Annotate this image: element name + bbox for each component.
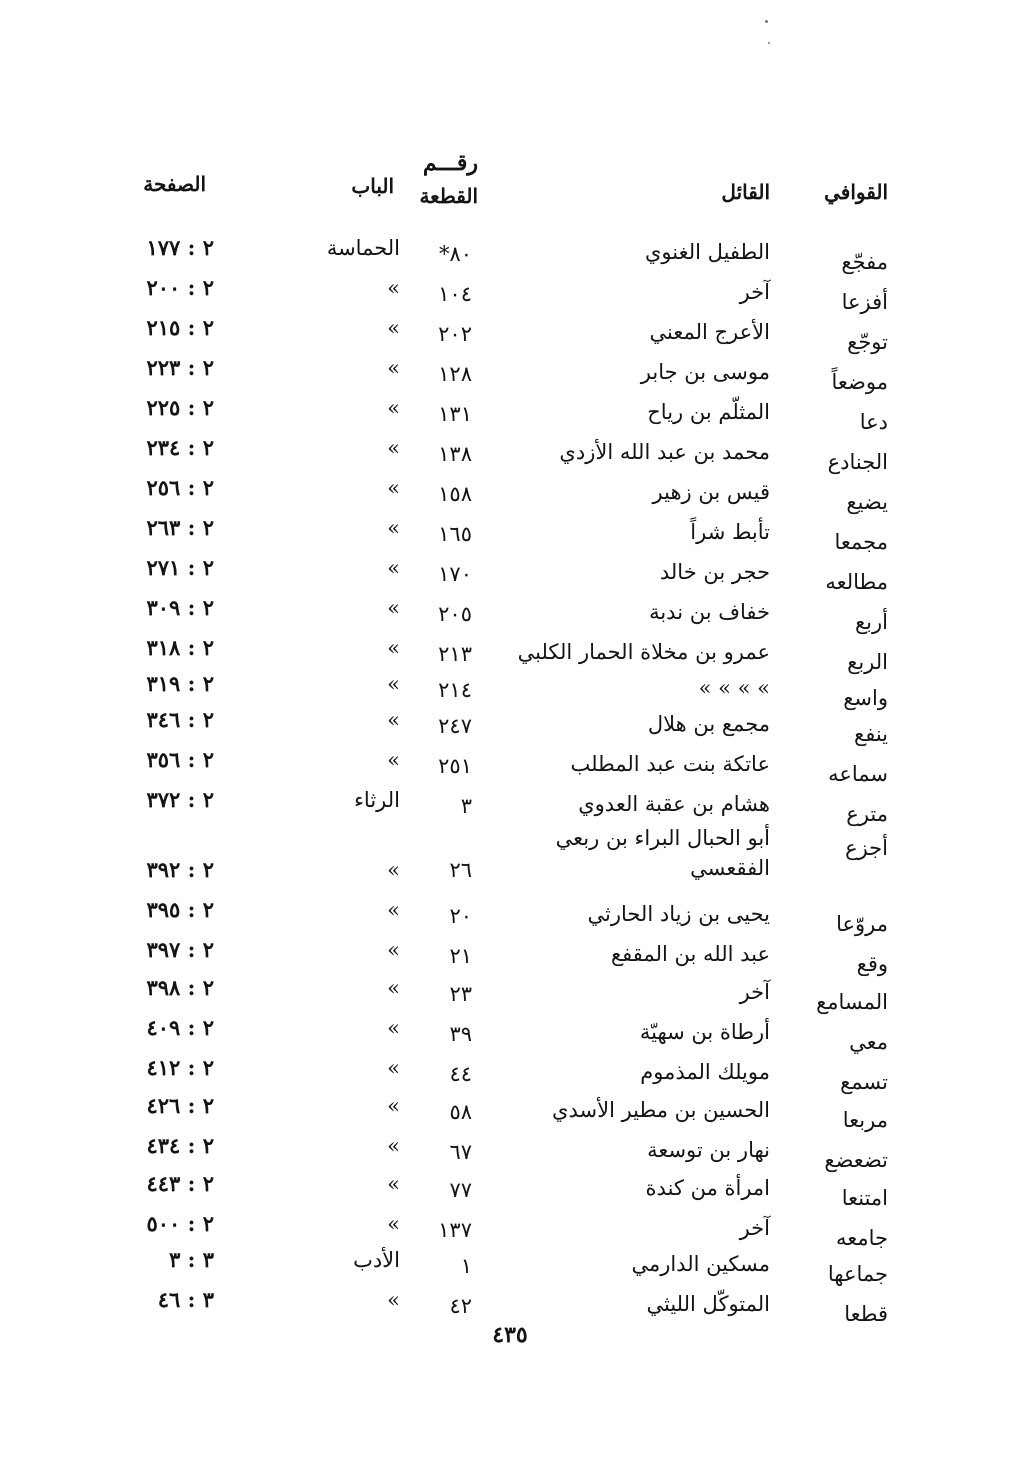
header-piece-number-line1: رقـــم <box>422 150 478 176</box>
page-ref-cell: ٢ : ٢٦٣ <box>146 515 214 540</box>
page-ref-cell: ٢ : ٣٠٩ <box>146 595 214 620</box>
chapter-cell: » <box>387 1016 400 1040</box>
table-row <box>0 395 1020 438</box>
rhyme-cell: موضعاً <box>831 370 888 394</box>
table-row <box>0 315 1020 358</box>
table-row <box>0 1211 1020 1254</box>
table-row <box>0 555 1020 598</box>
piece-number-cell: ٢١٣ <box>438 642 472 666</box>
table-row <box>0 975 1020 1018</box>
table-row <box>0 595 1020 638</box>
page-ref-cell: ٢ : ٤٠٩ <box>146 1015 214 1040</box>
chapter-cell: » <box>387 396 400 420</box>
page-ref-cell: ٢ : ٣٧٢ <box>146 787 214 812</box>
poet-cell-line2: الفقعسي <box>690 856 770 880</box>
piece-number-cell: ٢٥١ <box>438 754 472 778</box>
table-row <box>0 747 1020 790</box>
chapter-cell: » <box>387 476 400 500</box>
rhyme-cell: توجّع <box>847 330 888 354</box>
poet-cell: امرأة من كندة <box>645 1176 770 1200</box>
header-piece-number-line2: القطعة <box>419 184 478 208</box>
piece-number-cell: ٢٠ <box>449 904 472 928</box>
chapter-cell: » <box>387 436 400 460</box>
rhyme-cell: قطعا <box>844 1302 888 1326</box>
piece-number-cell: ٧٧ <box>449 1178 472 1202</box>
header-rhyme: القوافي <box>824 180 888 204</box>
page-ref-cell: ٢ : ١٧٧ <box>146 235 214 260</box>
rhyme-cell: الجنادع <box>827 450 888 474</box>
header-poet: القائل <box>721 180 770 204</box>
piece-number-cell: ١ <box>460 1254 472 1278</box>
page-ref-cell: ٣ : ٣ <box>169 1247 214 1272</box>
table-row <box>0 1247 1020 1290</box>
poet-cell: مسكين الدارمي <box>631 1252 770 1276</box>
rhyme-cell: ينفع <box>854 722 888 746</box>
scan-speck <box>765 20 768 23</box>
rhyme-cell: أفزعا <box>841 290 888 314</box>
poet-cell: » » » » <box>698 676 770 700</box>
piece-number-cell: ٨٠* <box>438 242 472 266</box>
page-ref-cell: ٢ : ٣٩٧ <box>146 937 214 962</box>
table-row <box>0 235 1020 278</box>
rhyme-cell: وقع <box>856 952 888 976</box>
page-ref-cell: ٢ : ٣١٨ <box>146 635 214 660</box>
piece-number-cell: ١٢٨ <box>438 362 472 386</box>
piece-number-cell: ٤٤ <box>449 1062 472 1086</box>
poet-cell: أبو الحبال البراء بن ربعي <box>555 826 770 850</box>
rhyme-cell: سماعه <box>828 762 888 786</box>
piece-number-cell: ٣ <box>460 794 472 818</box>
poet-cell: محمد بن عبد الله الأزدي <box>559 440 770 464</box>
page-ref-cell: ٢ : ٣٤٦ <box>146 707 214 732</box>
rhyme-cell: مروّعا <box>836 912 888 936</box>
rhyme-cell: جماعها <box>827 1262 888 1286</box>
chapter-cell: » <box>387 1056 400 1080</box>
poet-cell: مجمع بن هلال <box>647 712 770 736</box>
poet-cell: يحيى بن زياد الحارثي <box>587 902 770 926</box>
piece-number-cell: ٢٠٢ <box>438 322 472 346</box>
chapter-cell: » <box>387 1134 400 1158</box>
poet-cell: خفاف بن ندبة <box>649 600 770 624</box>
piece-number-cell: ٢٤٧ <box>438 714 472 738</box>
header-page: الصفحة <box>143 172 206 196</box>
table-row <box>0 475 1020 518</box>
table-row <box>0 515 1020 558</box>
chapter-cell: » <box>387 708 400 732</box>
rhyme-cell: جامعه <box>835 1226 888 1250</box>
chapter-cell: » <box>387 858 400 882</box>
page-ref-cell: ٢ : ٢٠٠ <box>146 275 214 300</box>
chapter-cell: » <box>387 1288 400 1312</box>
page-ref-cell: ٢ : ٢٥٦ <box>146 475 214 500</box>
page-number: ٤٣٥ <box>492 1322 528 1348</box>
rhyme-cell: مربعا <box>842 1108 888 1132</box>
poet-cell: المتوكّل الليثي <box>646 1292 770 1316</box>
chapter-cell: » <box>387 976 400 1000</box>
table-row <box>0 1015 1020 1058</box>
page-ref-cell: ٢ : ٢٣٤ <box>146 435 214 460</box>
page-ref-cell: ٢ : ٣٩٢ <box>146 857 214 882</box>
piece-number-cell: ٢٦ <box>449 858 472 882</box>
page-ref-cell: ٢ : ٢٢٣ <box>146 355 214 380</box>
rhyme-cell: امتنعا <box>841 1186 888 1210</box>
table-row <box>0 707 1020 750</box>
page-ref-cell: ٢ : ٤٣٤ <box>146 1133 214 1158</box>
chapter-cell: » <box>387 636 400 660</box>
poet-cell: آخر <box>739 980 770 1004</box>
chapter-cell: » <box>387 356 400 380</box>
poet-cell: نهار بن توسعة <box>647 1138 770 1162</box>
chapter-cell: الرثاء <box>354 788 400 812</box>
chapter-cell: » <box>387 898 400 922</box>
chapter-cell: الحماسة <box>326 236 400 260</box>
piece-number-cell: ٢٣ <box>449 982 472 1006</box>
rhyme-cell: تسمع <box>840 1070 888 1094</box>
table-row <box>0 435 1020 478</box>
chapter-cell: » <box>387 672 400 696</box>
poet-cell: عمرو بن مخلاة الحمار الكلبي <box>517 640 770 664</box>
page-ref-cell: ٢ : ٣٩٥ <box>146 897 214 922</box>
piece-number-cell: ١٣٨ <box>438 442 472 466</box>
page-ref-cell: ٢ : ٢١٥ <box>146 315 214 340</box>
poet-cell: الطفيل الغنوي <box>645 240 770 264</box>
rhyme-cell: أربع <box>855 610 888 634</box>
chapter-cell: » <box>387 596 400 620</box>
page-ref-cell: ٢ : ٤٤٣ <box>146 1171 214 1196</box>
table-row <box>0 355 1020 398</box>
rhyme-cell: تضعضع <box>824 1148 888 1172</box>
chapter-cell: » <box>387 316 400 340</box>
poet-cell: أرطاة بن سهيّة <box>639 1020 770 1044</box>
poet-cell: تأبط شراً <box>690 520 770 544</box>
piece-number-cell: ٥٨ <box>449 1100 472 1124</box>
rhyme-cell: دعا <box>859 410 888 434</box>
table-row <box>0 897 1020 940</box>
rhyme-cell: واسع <box>843 686 888 710</box>
rhyme-cell: أجزع <box>845 836 888 860</box>
poet-cell: الحسين بن مطير الأسدي <box>552 1098 770 1122</box>
table-row <box>0 824 1020 882</box>
poet-cell: مويلك المذموم <box>640 1060 770 1084</box>
table-row <box>0 1093 1020 1136</box>
poet-cell: آخر <box>739 1216 770 1240</box>
chapter-cell: » <box>387 1172 400 1196</box>
page-ref-cell: ٢ : ٣٥٦ <box>146 747 214 772</box>
poet-cell: عبد الله بن المقفع <box>611 942 770 966</box>
table-row <box>0 275 1020 318</box>
page-ref-cell: ٢ : ٣١٩ <box>146 671 214 696</box>
piece-number-cell: ٢١٤ <box>438 678 472 702</box>
rhyme-cell: مترع <box>846 802 888 826</box>
piece-number-cell: ١٠٤ <box>438 282 472 306</box>
poet-cell: هشام بن عقبة العدوي <box>578 792 770 816</box>
poet-cell: عاتكة بنت عبد المطلب <box>570 752 770 776</box>
page-ref-cell: ٢ : ٤٢٦ <box>146 1093 214 1118</box>
page-ref-cell: ٢ : ٣٩٨ <box>146 975 214 1000</box>
scan-speck <box>768 42 770 44</box>
chapter-cell: » <box>387 938 400 962</box>
poet-cell: حجر بن خالد <box>659 560 770 584</box>
piece-number-cell: ١٣٧ <box>438 1218 472 1242</box>
header-chapter: الباب <box>351 174 394 198</box>
rhyme-cell: المسامع <box>816 990 888 1014</box>
poet-cell: موسى بن جابر <box>640 360 770 384</box>
rhyme-cell: معي <box>849 1030 888 1054</box>
piece-number-cell: ٢١ <box>449 944 472 968</box>
poet-cell: قيس بن زهير <box>652 480 770 504</box>
rhyme-cell: يضيع <box>846 490 888 514</box>
piece-number-cell: ٢٠٥ <box>438 602 472 626</box>
page-ref-cell: ٢ : ٤١٢ <box>146 1055 214 1080</box>
chapter-cell: » <box>387 276 400 300</box>
poet-cell: المثلّم بن رياح <box>647 400 770 424</box>
chapter-cell: » <box>387 748 400 772</box>
chapter-cell: الأدب <box>353 1248 400 1272</box>
page-ref-cell: ٢ : ٢٢٥ <box>146 395 214 420</box>
piece-number-cell: ١٥٨ <box>438 482 472 506</box>
piece-number-cell: ١٦٥ <box>438 522 472 546</box>
chapter-cell: » <box>387 556 400 580</box>
piece-number-cell: ١٣١ <box>438 402 472 426</box>
table-row <box>0 1171 1020 1214</box>
chapter-cell: » <box>387 1212 400 1236</box>
piece-number-cell: ١٧٠ <box>438 562 472 586</box>
piece-number-cell: ٦٧ <box>449 1140 472 1164</box>
piece-number-cell: ٣٩ <box>449 1022 472 1046</box>
rhyme-cell: مجمعا <box>834 530 888 554</box>
page-ref-cell: ٢ : ٥٠٠ <box>146 1211 214 1236</box>
page-ref-cell: ٣ : ٤٦ <box>157 1287 214 1312</box>
rhyme-cell: مطالعه <box>825 570 888 594</box>
chapter-cell: » <box>387 516 400 540</box>
rhyme-cell: الربع <box>847 650 888 674</box>
page-ref-cell: ٢ : ٢٧١ <box>146 555 214 580</box>
poet-cell: الأعرج المعني <box>649 320 770 344</box>
poet-cell: آخر <box>739 280 770 304</box>
rhyme-cell: مفجّع <box>841 250 888 274</box>
chapter-cell: » <box>387 1094 400 1118</box>
piece-number-cell: ٤٢ <box>449 1294 472 1318</box>
